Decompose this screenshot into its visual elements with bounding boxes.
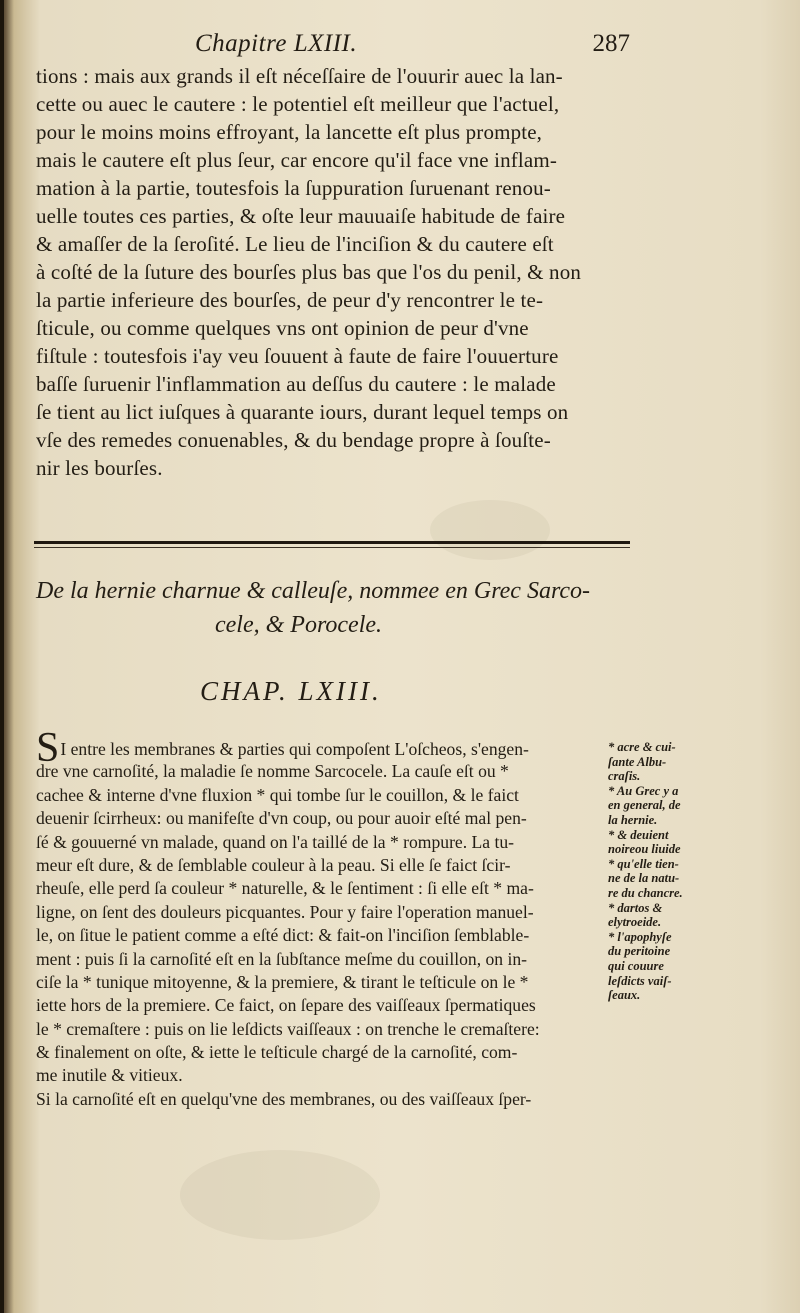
text-line: meur eſt dure, & de ſemblable couleur à la peau. Si elle ſe faict ſcir-	[36, 854, 511, 875]
text-line: Si la carnoſité eſt en quelqu'vne des membranes, ou des vaiſſeaux ſper-	[36, 1088, 532, 1109]
text-line: baſſe ſuruenir l'inflammation au deſſus du cautere : le malade	[36, 372, 556, 396]
text-line: me inutile & vitieux.	[36, 1065, 183, 1086]
margin-note: en general, de	[608, 798, 681, 813]
text-line: à coſté de la ſuture des bourſes plus bas que l'os du penil, & non	[36, 260, 581, 284]
chapter-heading: CHAP. LXIII.	[200, 676, 382, 706]
text-line: cachee & interne d'vne fluxion * qui tombe ſur le couillon, & le faict	[36, 784, 519, 805]
page-number: 287	[592, 30, 630, 57]
section-rule-thick	[34, 541, 630, 544]
section-rule-thin	[34, 547, 630, 548]
margin-notes	[608, 740, 798, 1003]
margin-note: qui couure	[608, 958, 664, 973]
margin-note: * qu'elle tien-	[608, 856, 679, 871]
text-line: I entre les membranes & parties qui compoſent L'oſcheos, s'engen-	[60, 739, 529, 759]
text-line: uelle toutes ces parties, & oſte leur mauuaiſe habitude de faire	[36, 204, 566, 228]
section-title-line1: De la hernie charnue & calleuſe, nommee en Grec Sarco-	[36, 578, 591, 604]
paper-stain	[180, 1150, 380, 1240]
margin-note: ſeaux.	[608, 988, 641, 1003]
margin-note: re du chancre.	[608, 885, 683, 900]
margin-note: ne de la natu-	[608, 871, 680, 886]
margin-note: la hernie.	[608, 812, 658, 827]
margin-note: ſante Albu-	[608, 754, 667, 769]
text-line: & amaſſer de la ſeroſité. Le lieu de l'inciſion & du cautere eſt	[36, 232, 554, 256]
text-line-first	[36, 725, 540, 771]
margin-note: * Au Grec y a	[608, 783, 679, 798]
drop-cap: S	[36, 725, 60, 771]
margin-note: * & deuient	[608, 827, 669, 842]
margin-note: elytroeide.	[608, 915, 662, 930]
paper-stain	[430, 500, 550, 560]
text-line: ciſe la * tunique mitoyenne, & la premiere, & tirant le teſticule on le *	[36, 971, 529, 992]
text-line: fiſtule : toutesfois i'ay veu ſouuent à faute de faire l'ouuerture	[36, 344, 559, 368]
text-line: mais le cautere eſt plus ſeur, car encore qu'il face vne inflam-	[36, 148, 557, 172]
page-gutter	[0, 0, 4, 1313]
margin-note: * acre & cui-	[608, 740, 676, 754]
section-title-line2: cele, & Porocele.	[215, 612, 383, 638]
margin-note: * dartos &	[608, 900, 663, 915]
text-line: ſe tient au lict iuſques à quarante iours, durant lequel temps on	[36, 400, 569, 424]
text-line: ſticule, ou comme quelques vns ont opinion de peur d'vne	[36, 316, 529, 340]
margin-note: du peritoine	[608, 944, 671, 959]
text-block-bottom	[36, 725, 540, 1111]
running-head: Chapitre LXIII.	[195, 30, 358, 57]
text-block-top	[36, 62, 581, 482]
margin-note: * l'apophyſe	[608, 929, 672, 944]
text-line: la partie inferieure des bourſes, de peur d'y rencontrer le te-	[36, 288, 544, 312]
margin-note: craſis.	[608, 769, 641, 784]
text-line: ment : puis ſi la carnoſité eſt en la ſubſtance meſme du couillon, on in-	[36, 948, 528, 969]
text-line: cette ou auec le cautere : le potentiel eſt meilleur que l'actuel,	[36, 92, 560, 116]
text-line: tions : mais aux grands il eſt néceſſaire de l'ouurir auec la lan-	[36, 64, 563, 88]
text-line: nir les bourſes.	[36, 456, 163, 480]
text-line: ligne, on ſent des douleurs picquantes. Pour y faire l'operation manuel-	[36, 901, 534, 922]
text-line: iette hors de la premiere. Ce faict, on ſepare des vaiſſeaux ſpermatiques	[36, 995, 536, 1016]
text-line: vſe des remedes conuenables, & du bendage propre à ſouſte-	[36, 428, 551, 452]
text-line: deuenir ſcirrheux: ou manifeſte d'vn coup, ou pour auoir eſté mal pen-	[36, 808, 527, 829]
text-line: ſé & gouuerné vn malade, quand on l'a taillé de la * rompure. La tu-	[36, 831, 515, 852]
text-line: mation à la partie, toutesfois la ſuppuration ſuruenant renou-	[36, 176, 551, 200]
text-line: le, on ſitue le patient comme a eſté dict: & fait-on l'inciſion ſemblable-	[36, 925, 530, 946]
text-line: rheuſe, elle perd ſa couleur * naturelle, & le ſentiment : ſi elle eſt * ma-	[36, 878, 534, 899]
margin-note: noireou liuide	[608, 842, 681, 857]
text-line: le * cremaſtere : puis on lie leſdicts vaiſſeaux : on trenche le cremaſtere:	[36, 1018, 540, 1039]
text-line: dre vne carnoſité, la maladie ſe nomme Sarcocele. La cauſe eſt ou *	[36, 761, 509, 782]
text-line: pour le moins moins effroyant, la lancette eſt plus prompte,	[36, 120, 543, 144]
text-line: & finalement on oſte, & iette le teſticule chargé de la carnoſité, com-	[36, 1042, 518, 1063]
margin-note: leſdicts vaiſ-	[608, 973, 672, 988]
